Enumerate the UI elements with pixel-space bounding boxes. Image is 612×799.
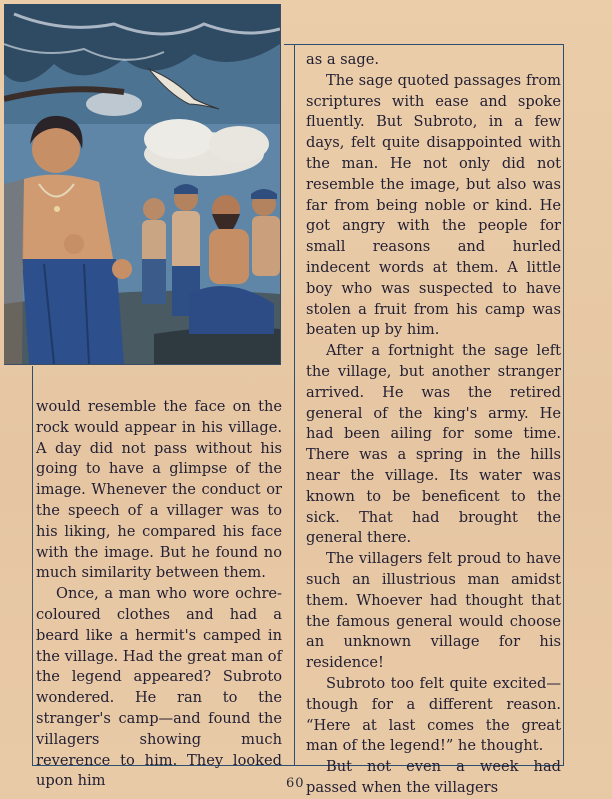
- right-paragraph-3: After a fortnight the sage left the village, but another stranger arrived. He was the retired general of the king's army. He had been ailing for some time. There was a spring in the hills near the village. Its water was known to be beneficent to the sick. That had brought the general there.: [306, 342, 561, 547]
- right-paragraph-4: The villagers felt proud to have such an illustrious man amidst them. Whoever had thought that the famous general would choose an unknown village for his residence!: [306, 550, 561, 672]
- frame-line-top: [284, 44, 564, 45]
- story-illustration-icon: [4, 4, 280, 364]
- story-illustration: [4, 4, 281, 365]
- frame-line-right: [563, 44, 564, 766]
- frame-line-divider: [294, 44, 295, 766]
- left-paragraph-1: would resemble the face on the rock would appear in his village. A day did not pass without his going to have a glimpse of the image. Whenever the conduct or the speech of a villager was to his liking, he compared his face with the image. But he found no much similarity between them.: [36, 398, 282, 582]
- frame-line-left: [32, 366, 33, 766]
- right-text-column: [306, 50, 561, 799]
- left-paragraph-2: Once, a man who wore ochre-coloured clothes and had a beard like a hermit's camped in the village. Had the great man of the legend appeared? Subroto wondered. He ran to the stranger's camp—and found the villagers showing much reverence to him. They looked upon him: [36, 585, 282, 790]
- right-paragraph-2: The sage quoted passages from scriptures with ease and spoke fluently. But Subroto, in a few days, felt quite disappointed with the man. He not only did not resemble the image, but also was far from being noble or kind. He got angry with the people for small reasons and hurled indecent words at them. A little boy who was suspected to have stolen a fruit from his camp was beaten up by him.: [306, 71, 561, 339]
- right-paragraph-5: Subroto too felt quite excited—though for a different reason. “Here at last comes the great man of the legend!” he thought.: [306, 674, 561, 755]
- left-text-column: [36, 397, 282, 792]
- right-paragraph-6: But not even a week had passed when the villagers: [306, 758, 561, 796]
- page-number: 60: [286, 776, 305, 791]
- right-paragraph-1: as a sage.: [306, 51, 379, 68]
